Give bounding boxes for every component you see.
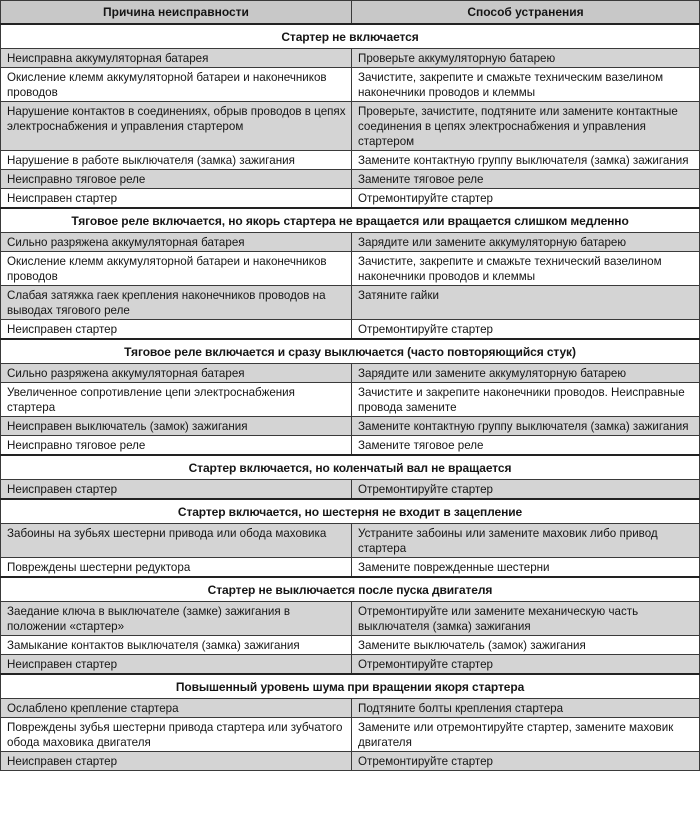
remedy-cell: Отремонтируйте или замените механическую часть выключателя (замка) зажигания	[352, 602, 700, 636]
table-row	[1, 636, 700, 655]
section-title: Стартер не выключается после пуска двигателя	[1, 577, 700, 602]
remedy-cell: Затяните гайки	[352, 286, 700, 320]
remedy-cell: Зарядите или замените аккумуляторную батарею	[352, 364, 700, 383]
table-row	[1, 602, 700, 636]
remedy-cell: Замените тяговое реле	[352, 170, 700, 189]
section-title: Тяговое реле включается, но якорь стартера не вращается или вращается слишком медленно	[1, 208, 700, 233]
remedy-cell: Зарядите или замените аккумуляторную батарею	[352, 233, 700, 252]
remedy-cell: Замените контактную группу выключателя (замка) зажигания	[352, 151, 700, 170]
remedy-cell: Замените или отремонтируйте стартер, замените маховик двигателя	[352, 718, 700, 752]
section-header-row	[1, 208, 700, 233]
section-title: Стартер не включается	[1, 24, 700, 49]
table-row	[1, 524, 700, 558]
cause-cell: Слабая затяжка гаек крепления наконечников проводов на выводах тягового реле	[1, 286, 352, 320]
table-row	[1, 320, 700, 340]
table-row	[1, 655, 700, 675]
remedy-cell: Замените контактную группу выключателя (замка) зажигания	[352, 417, 700, 436]
table-row	[1, 286, 700, 320]
table-row	[1, 151, 700, 170]
cause-cell: Забоины на зубьях шестерни привода или обода маховика	[1, 524, 352, 558]
section-header-row	[1, 24, 700, 49]
table-row	[1, 49, 700, 68]
cause-cell: Заедание ключа в выключателе (замке) зажигания в положении «стартер»	[1, 602, 352, 636]
table-body	[1, 24, 700, 771]
cause-cell: Неисправно тяговое реле	[1, 436, 352, 456]
cause-cell: Окисление клемм аккумуляторной батареи и наконечников проводов	[1, 68, 352, 102]
section-title: Стартер включается, но коленчатый вал не вращается	[1, 455, 700, 480]
remedy-cell: Проверьте аккумуляторную батарею	[352, 49, 700, 68]
remedy-cell: Устраните забоины или замените маховик либо привод стартера	[352, 524, 700, 558]
remedy-cell: Отремонтируйте стартер	[352, 752, 700, 771]
section-header-row	[1, 455, 700, 480]
cause-cell: Увеличенное сопротивление цепи электроснабжения стартера	[1, 383, 352, 417]
section-header-row	[1, 674, 700, 699]
remedy-cell: Проверьте, зачистите, подтяните или замените контактные соединения в цепях электроснабжения и управления стартером	[352, 102, 700, 151]
remedy-cell: Зачистите, закрепите и смажьте техническим вазелином наконечники проводов и клеммы	[352, 68, 700, 102]
remedy-cell: Отремонтируйте стартер	[352, 480, 700, 500]
cause-cell: Ослаблено крепление стартера	[1, 699, 352, 718]
cause-cell: Неисправна аккумуляторная батарея	[1, 49, 352, 68]
table-header	[1, 1, 700, 25]
table-row	[1, 364, 700, 383]
remedy-cell: Отремонтируйте стартер	[352, 189, 700, 209]
section-title: Стартер включается, но шестерня не входит в зацепление	[1, 499, 700, 524]
remedy-cell: Замените выключатель (замок) зажигания	[352, 636, 700, 655]
table-row	[1, 558, 700, 578]
section-header-row	[1, 577, 700, 602]
cause-cell: Неисправно тяговое реле	[1, 170, 352, 189]
cause-cell: Окисление клемм аккумуляторной батареи и наконечников проводов	[1, 252, 352, 286]
table-row	[1, 252, 700, 286]
remedy-cell: Замените тяговое реле	[352, 436, 700, 456]
table-row	[1, 233, 700, 252]
cause-cell: Неисправен стартер	[1, 189, 352, 209]
cause-cell: Нарушение контактов в соединениях, обрыв проводов в цепях электроснабжения и управления стартером	[1, 102, 352, 151]
section-header-row	[1, 499, 700, 524]
cause-cell: Повреждены зубья шестерни привода стартера или зубчатого обода маховика двигателя	[1, 718, 352, 752]
table-row	[1, 436, 700, 456]
table-row	[1, 68, 700, 102]
header-row	[1, 1, 700, 25]
cause-cell: Повреждены шестерни редуктора	[1, 558, 352, 578]
table-row	[1, 699, 700, 718]
table-row	[1, 102, 700, 151]
section-title: Тяговое реле включается и сразу выключается (часто повторяющийся стук)	[1, 339, 700, 364]
remedy-cell: Зачистите, закрепите и смажьте технический вазелином наконечники проводов и клеммы	[352, 252, 700, 286]
table-row	[1, 170, 700, 189]
table-row	[1, 752, 700, 771]
cause-cell: Сильно разряжена аккумуляторная батарея	[1, 233, 352, 252]
section-header-row	[1, 339, 700, 364]
table-row	[1, 189, 700, 209]
cause-cell: Замыкание контактов выключателя (замка) зажигания	[1, 636, 352, 655]
header-cause: Причина неисправности	[1, 1, 352, 25]
remedy-cell: Подтяните болты крепления стартера	[352, 699, 700, 718]
cause-cell: Неисправен выключатель (замок) зажигания	[1, 417, 352, 436]
remedy-cell: Замените поврежденные шестерни	[352, 558, 700, 578]
section-title: Повышенный уровень шума при вращении якоря стартера	[1, 674, 700, 699]
cause-cell: Неисправен стартер	[1, 752, 352, 771]
table-row	[1, 718, 700, 752]
cause-cell: Неисправен стартер	[1, 480, 352, 500]
header-remedy: Способ устранения	[352, 1, 700, 25]
table-row	[1, 480, 700, 500]
remedy-cell: Отремонтируйте стартер	[352, 320, 700, 340]
table-row	[1, 383, 700, 417]
table-row	[1, 417, 700, 436]
cause-cell: Сильно разряжена аккумуляторная батарея	[1, 364, 352, 383]
cause-cell: Нарушение в работе выключателя (замка) зажигания	[1, 151, 352, 170]
remedy-cell: Зачистите и закрепите наконечники проводов. Неисправные провода замените	[352, 383, 700, 417]
cause-cell: Неисправен стартер	[1, 320, 352, 340]
remedy-cell: Отремонтируйте стартер	[352, 655, 700, 675]
cause-cell: Неисправен стартер	[1, 655, 352, 675]
